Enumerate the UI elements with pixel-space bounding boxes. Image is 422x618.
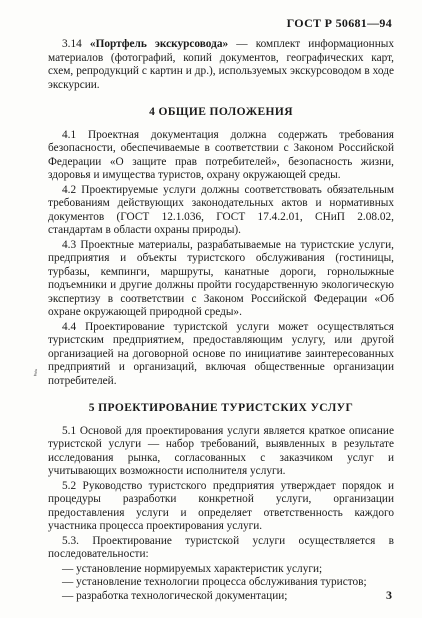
section-5-title: 5 ПРОЕКТИРОВАНИЕ ТУРИСТСКИХ УСЛУГ — [88, 402, 354, 414]
clause-5-2: 5.2 Руководство туристского предприятия утверждает порядок и процедуры разработки конкретной услуги, организации предоставления услуги и определяет ответственность каждого участника процесса проектирования услуги. — [48, 479, 394, 532]
clause-definition: — комплект информационных материалов (фотографий, копий документов, географических карт, схем, репродукций с картин и др.), используемых экскурсоводом в ходе экскурсии. — [48, 38, 394, 91]
clause-4-1: 4.1 Проектная документация должна содержать требования безопасности, обеспечиваемые в соответствии с Законом Российской Федерации «О защите прав потребителей», безопасность жизни, здоровья и имущества туристов, охрану окружающей среды. — [48, 128, 394, 181]
clause-number: 3.14 — [62, 38, 82, 50]
list-item: — установление технологии процесса обслуживания туристов; — [62, 576, 367, 588]
clause-5-3: 5.3. Проектирование туристской услуги осуществляется в последовательности: — [48, 534, 394, 560]
standard-header: ГОСТ Р 50681—94 — [286, 16, 392, 30]
clause-5-3-list — [48, 563, 394, 604]
clause-4-3: 4.3 Проектные материалы, разрабатываемые на туристские услуги, предприятия и объекты туристского обслуживания (гостиницы, турбазы, кемпинги, маршруты, канатные дороги, горнолыжные подъемники и другие должны пройти государственную экологическую экспертизу в соответствии с Законом Российской Федерации «Об охране окружающей природной среды». — [48, 238, 394, 318]
clause-3-14 — [48, 38, 394, 92]
clause-term: «Портфель экскурсовода» — [89, 38, 229, 50]
clause-4-2: 4.2 Проектируемые услуги должны соответствовать обязательным требованиям действующих законодательных актов и нормативных документов (ГОСТ 12.1.036, ГОСТ 17.4.2.01, СНиП 2.08.02, стандартам в области охраны природы). — [48, 183, 394, 236]
list-item: — разработка технологической документации; — [62, 589, 288, 602]
section-4-title: 4 ОБЩИЕ ПОЛОЖЕНИЯ — [149, 106, 293, 118]
list-item: — установление нормируемых характеристик услуги; — [62, 562, 323, 575]
clause-4-4: 4.4 Проектирование туристской услуги может осуществляться туристским предприятием, предоставляющим услугу, или другой организацией на договорной основе по инициативе заинтересованных предприятий и организаций, включая общественные организации потребителей. — [48, 320, 394, 387]
margin-mark: ⅈ — [34, 368, 38, 378]
clause-5-1: 5.1 Основой для проектирования услуги является краткое описание туристской услуги — набор требований, выявленных в результате исследования рынка, согласованных с заказчиком услуг и учитывающих возможности исполнителя услуги. — [48, 424, 394, 477]
page-number: 3 — [386, 588, 392, 602]
page-content — [48, 38, 394, 603]
